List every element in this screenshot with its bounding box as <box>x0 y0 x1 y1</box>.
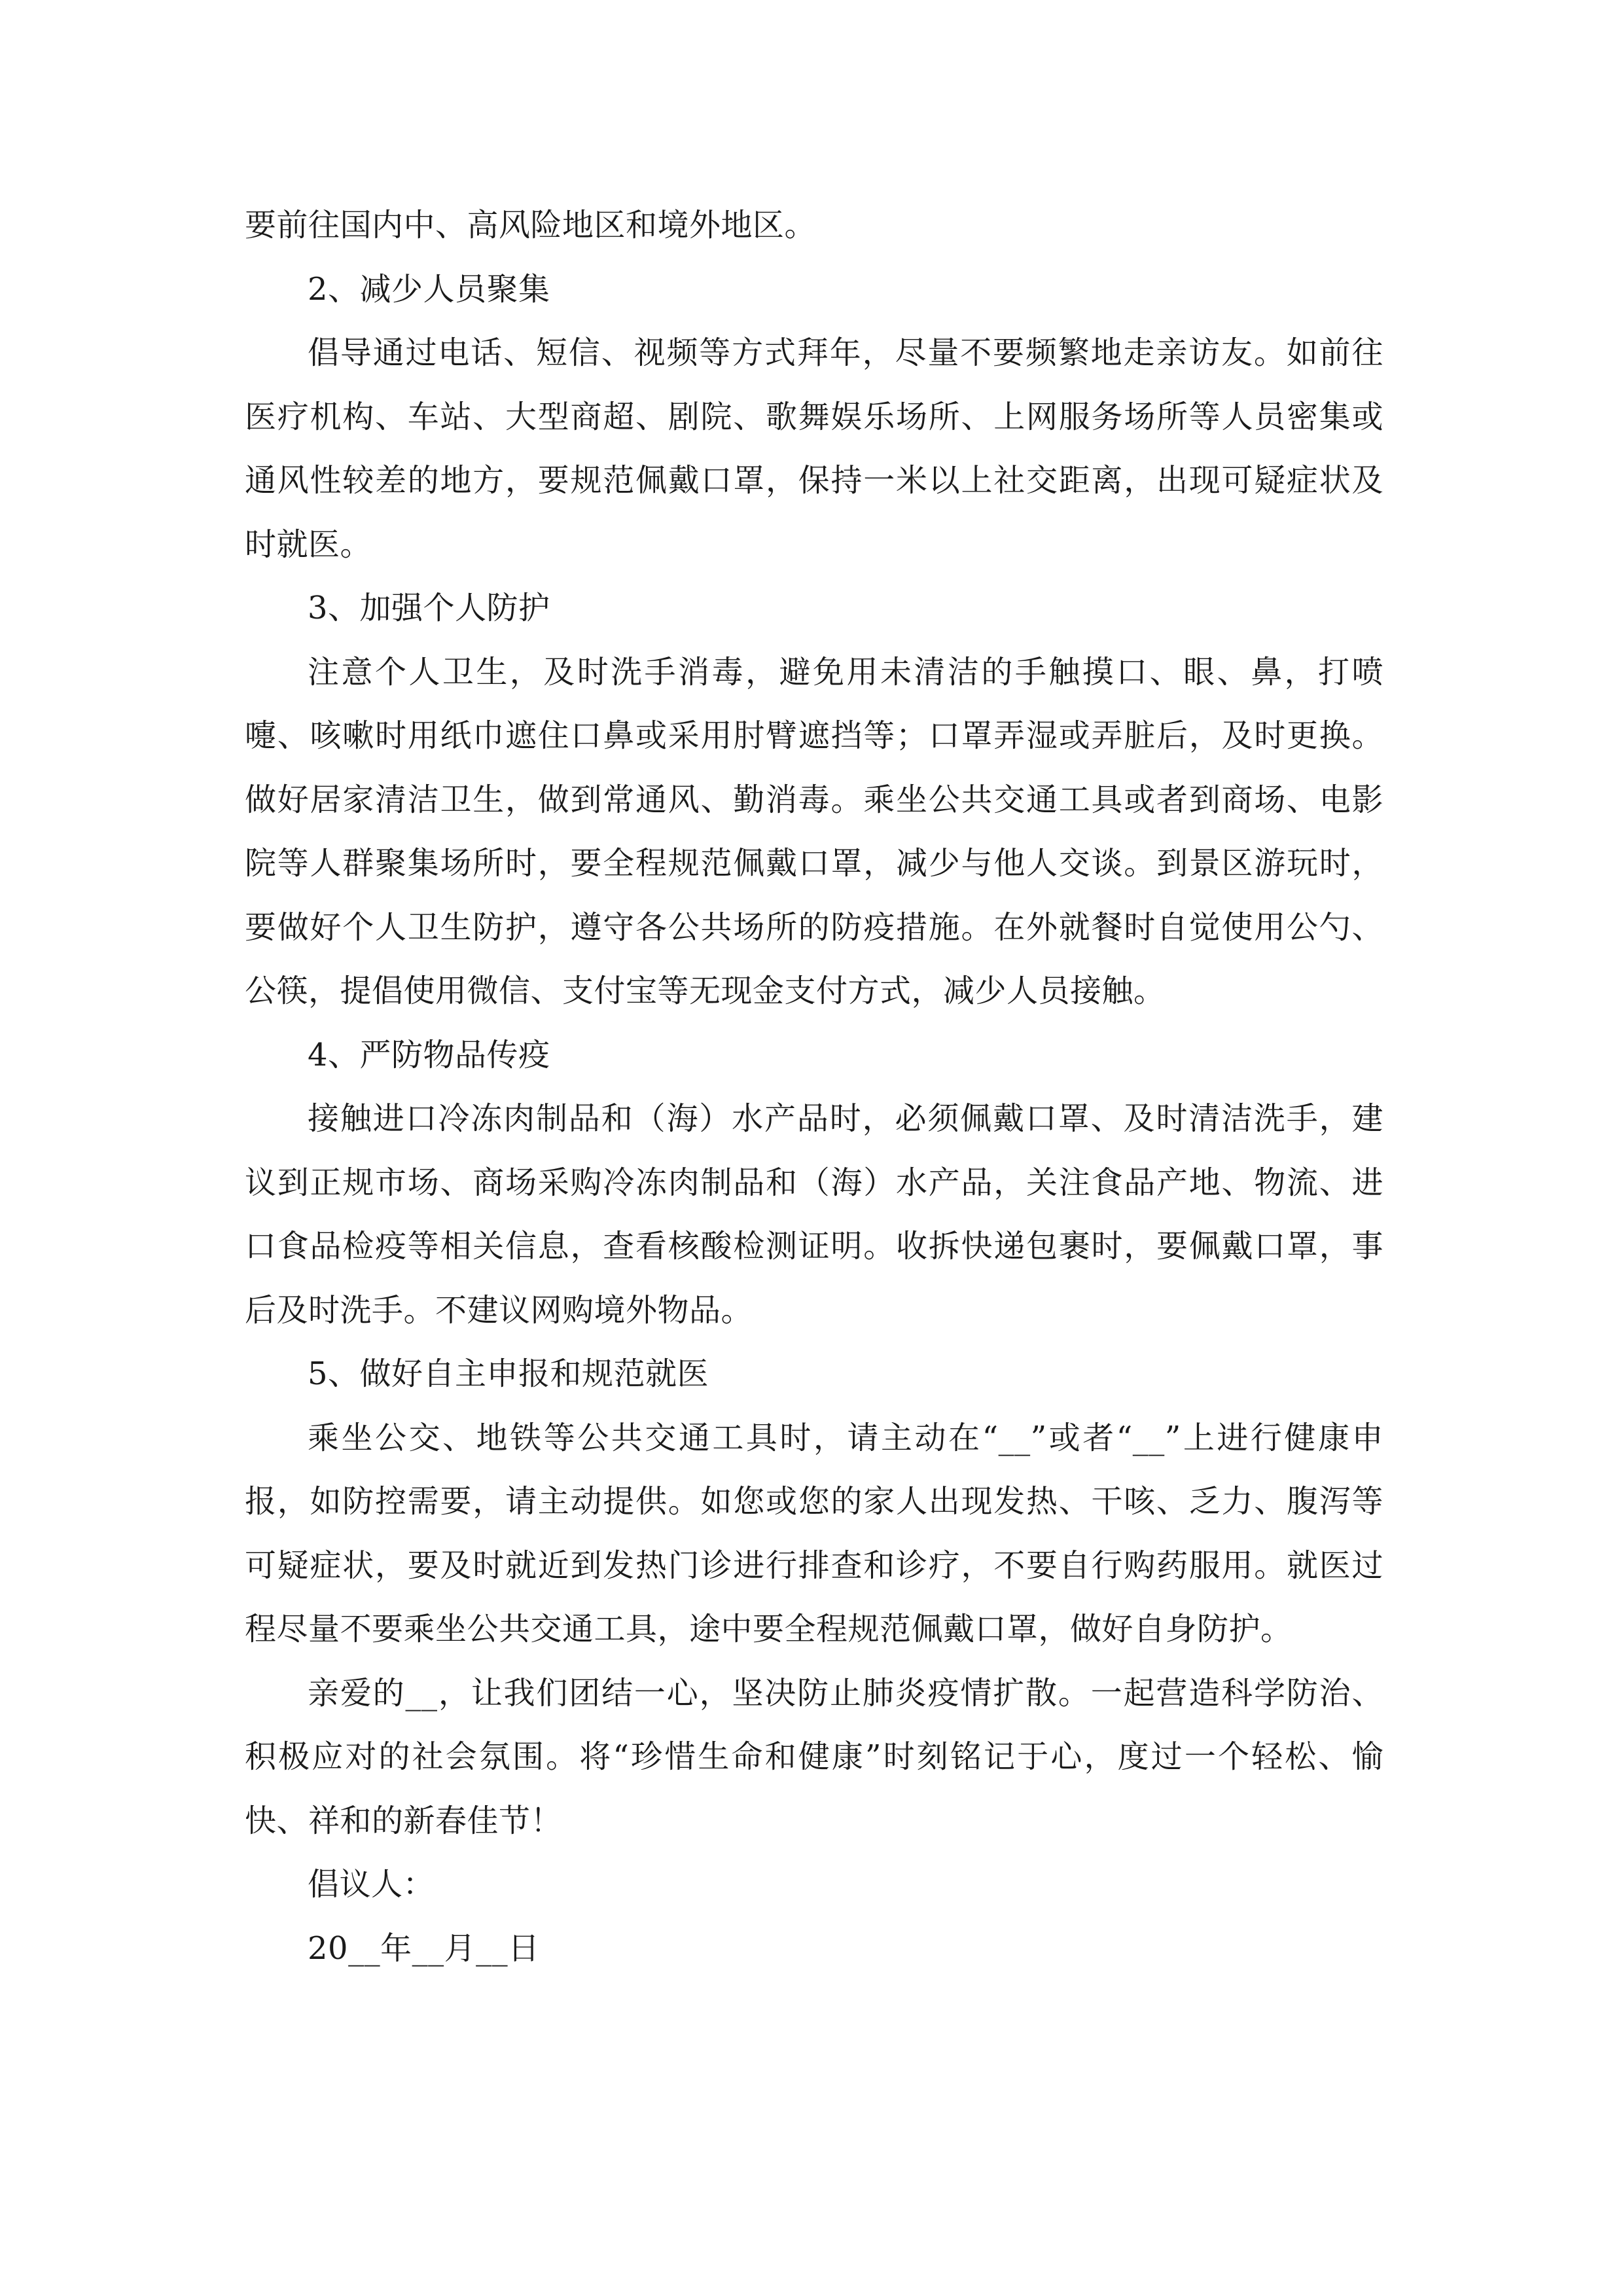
paragraph-reduce-gathering: 倡导通过电话、短信、视频等方式拜年，尽量不要频繁地走亲访友。如前往医疗机构、车站、大型商超、剧院、歌舞娱乐场所、上网服务场所等人员密集或通风性较差的地方，要规范佩戴口罩，保持一米以上社交距离，出现可疑症状及时就医。 <box>245 334 1383 563</box>
document-body <box>245 194 1383 1981</box>
date-line: 20__年__月__日 <box>308 1929 540 1967</box>
paragraph-continued: 要前往国内中、高风险地区和境外地区。 <box>245 207 817 243</box>
paragraph-personal-protection: 注意个人卫生，及时洗手消毒，避免用未清洁的手触摸口、眼、鼻，打喷嚏、咳嗽时用纸巾遮住口鼻或采用肘臂遮挡等；口罩弄湿或弄脏后，及时更换。做好居家清洁卫生，做到常通风、勤消毒。乘坐公共交通工具或者到商场、电影 院等人群聚集场所时，要全程规范佩戴口罩，减少与他人交谈。到景区游玩时，要做好个人卫生防护，遵守各公共场所的防疫措施。在外就餐时自觉使用公勺、公筷，提倡使用微信、支付宝等无现金支付方式，减少人员接触。 <box>245 653 1383 1009</box>
paragraph-closing: 亲爱的__，让我们团结一心，坚决防止肺炎疫情扩散。一起营造科学防治、积极应对的社会氛围。将“珍惜生命和健康”时刻铭记于心，度过一个轻松、愉快、祥和的新春佳节！ <box>245 1674 1383 1839</box>
signature-label: 倡议人： <box>308 1866 435 1903</box>
paragraph-health-declaration: 乘坐公交、地铁等公共交通工具时，请主动在“__”或者“__”上进行健康申报，如防控需要，请主动提供。如您或您的家人出现发热、干咳、乏力、腹泻等可疑症状，要及时就近到发热门诊进行排查和诊疗，不要自行购药服用。就医过程尽量不要乘坐公共交通工具，途中要全程规范佩戴口罩，做好自身防护。 <box>245 1419 1383 1647</box>
section-heading-5: 5、做好自主申报和规范就医 <box>308 1355 709 1392</box>
paragraph-goods-prevention: 接触进口冷冻肉制品和（海）水产品时，必须佩戴口罩、及时清洁洗手，建议到正规市场、商场采购冷冻肉制品和（海）水产品，关注食品产地、物流、进口食品检疫等相关信息，查看核酸检测证明。收拆快递包裹时，要佩戴口罩，事后及时洗手。不建议网购境外物品。 <box>245 1100 1383 1329</box>
section-heading-3: 3、加强个人防护 <box>308 590 550 626</box>
section-heading-2: 2、减少人员聚集 <box>308 270 550 308</box>
section-heading-4: 4、严防物品传疫 <box>308 1036 550 1073</box>
